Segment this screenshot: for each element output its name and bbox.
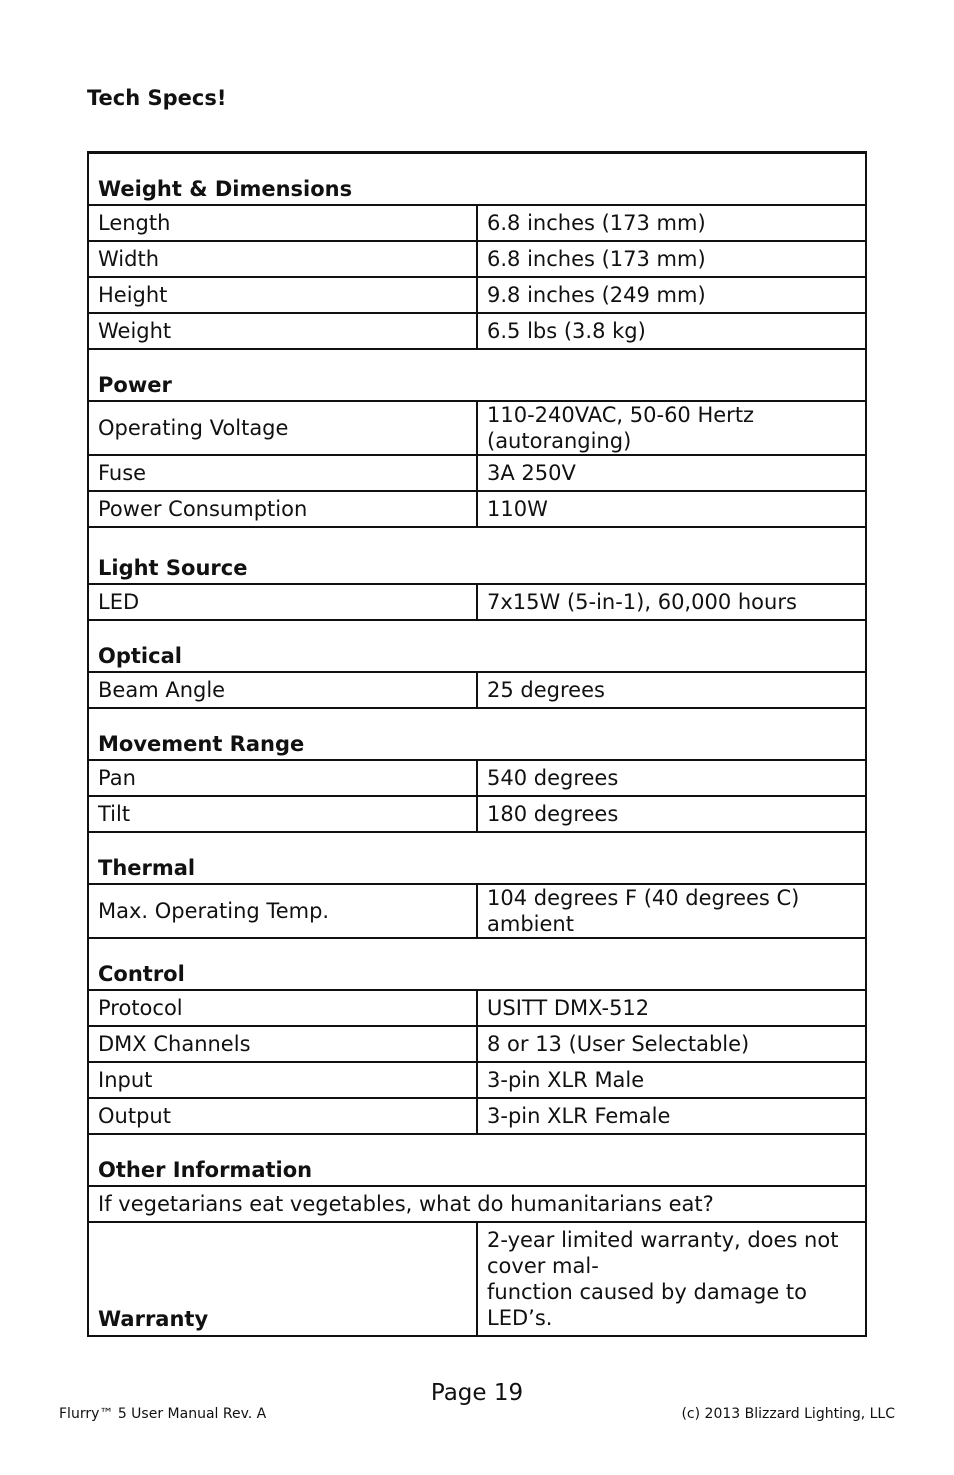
- table-row: [88, 241, 866, 277]
- section-title: Thermal: [88, 832, 866, 884]
- spec-value: USITT DMX-512: [477, 990, 866, 1026]
- section-title: Weight & Dimensions: [88, 153, 866, 206]
- table-row: [88, 205, 866, 241]
- spec-value: 7x15W (5-in-1), 60,000 hours: [477, 584, 866, 620]
- section-header-light-source: [88, 527, 866, 584]
- section-title: Optical: [88, 620, 866, 672]
- section-title: Movement Range: [88, 708, 866, 760]
- spec-value: 110W: [477, 491, 866, 527]
- spec-label: Pan: [88, 760, 477, 796]
- spec-value: 104 degrees F (40 degrees C) ambient: [477, 884, 866, 938]
- table-row: [88, 491, 866, 527]
- spec-value: 540 degrees: [477, 760, 866, 796]
- spec-value: 180 degrees: [477, 796, 866, 832]
- table-row: [88, 313, 866, 349]
- section-title: Light Source: [88, 527, 866, 584]
- note-text: If vegetarians eat vegetables, what do humanitarians eat?: [88, 1186, 866, 1222]
- spec-label: Height: [88, 277, 477, 313]
- page-number: Page 19: [430, 1380, 524, 1406]
- table-row: [88, 796, 866, 832]
- table-row: [88, 1186, 866, 1222]
- section-title: Control: [88, 938, 866, 990]
- spec-value: 110-240VAC, 50-60 Hertz (autoranging): [477, 401, 866, 455]
- spec-value: 6.8 inches (173 mm): [477, 241, 866, 277]
- section-header-weight-dimensions: [88, 153, 866, 206]
- spec-value: 25 degrees: [477, 672, 866, 708]
- spec-label: Output: [88, 1098, 477, 1134]
- table-row: [88, 277, 866, 313]
- section-header-power: [88, 349, 866, 401]
- table-row: [88, 760, 866, 796]
- spec-value: 3-pin XLR Female: [477, 1098, 866, 1134]
- spec-label: Length: [88, 205, 477, 241]
- section-header-optical: [88, 620, 866, 672]
- table-row: [88, 1062, 866, 1098]
- tech-specs-table: [87, 151, 867, 1337]
- table-row: [88, 455, 866, 491]
- warranty-line-1: 2-year limited warranty, does not cover mal-: [487, 1228, 839, 1278]
- table-row: [88, 401, 866, 455]
- section-header-control: [88, 938, 866, 990]
- spec-label: Max. Operating Temp.: [88, 884, 477, 938]
- spec-label: DMX Channels: [88, 1026, 477, 1062]
- spec-label: Power Consumption: [88, 491, 477, 527]
- table-row: [88, 672, 866, 708]
- spec-value: 8 or 13 (User Selectable): [477, 1026, 866, 1062]
- spec-value: 9.8 inches (249 mm): [477, 277, 866, 313]
- spec-label: Protocol: [88, 990, 477, 1026]
- spec-label: LED: [88, 584, 477, 620]
- table-row: [88, 1098, 866, 1134]
- spec-label: Fuse: [88, 455, 477, 491]
- spec-label: Input: [88, 1062, 477, 1098]
- spec-label: Operating Voltage: [88, 401, 477, 455]
- warranty-value: [477, 1222, 866, 1336]
- footer-manual-title: Flurry™ 5 User Manual Rev. A: [59, 1406, 267, 1422]
- spec-value: 3A 250V: [477, 455, 866, 491]
- spec-label: Tilt: [88, 796, 477, 832]
- spec-label: Width: [88, 241, 477, 277]
- spec-value: 3-pin XLR Male: [477, 1062, 866, 1098]
- table-row: [88, 1026, 866, 1062]
- warranty-row: [88, 1222, 866, 1336]
- table-row: [88, 584, 866, 620]
- table-row: [88, 990, 866, 1026]
- spec-label: Beam Angle: [88, 672, 477, 708]
- table-row: [88, 884, 866, 938]
- warranty-line-2: function caused by damage to LED’s.: [487, 1280, 808, 1330]
- spec-value: 6.8 inches (173 mm): [477, 205, 866, 241]
- section-header-other-information: [88, 1134, 866, 1186]
- section-title: Other Information: [88, 1134, 866, 1186]
- section-header-thermal: [88, 832, 866, 884]
- spec-label: Weight: [88, 313, 477, 349]
- page-title: Tech Specs!: [87, 86, 227, 110]
- footer-copyright: (c) 2013 Blizzard Lighting, LLC: [681, 1406, 895, 1422]
- spec-value: 6.5 lbs (3.8 kg): [477, 313, 866, 349]
- warranty-label: Warranty: [88, 1222, 477, 1336]
- section-title: Power: [88, 349, 866, 401]
- section-header-movement-range: [88, 708, 866, 760]
